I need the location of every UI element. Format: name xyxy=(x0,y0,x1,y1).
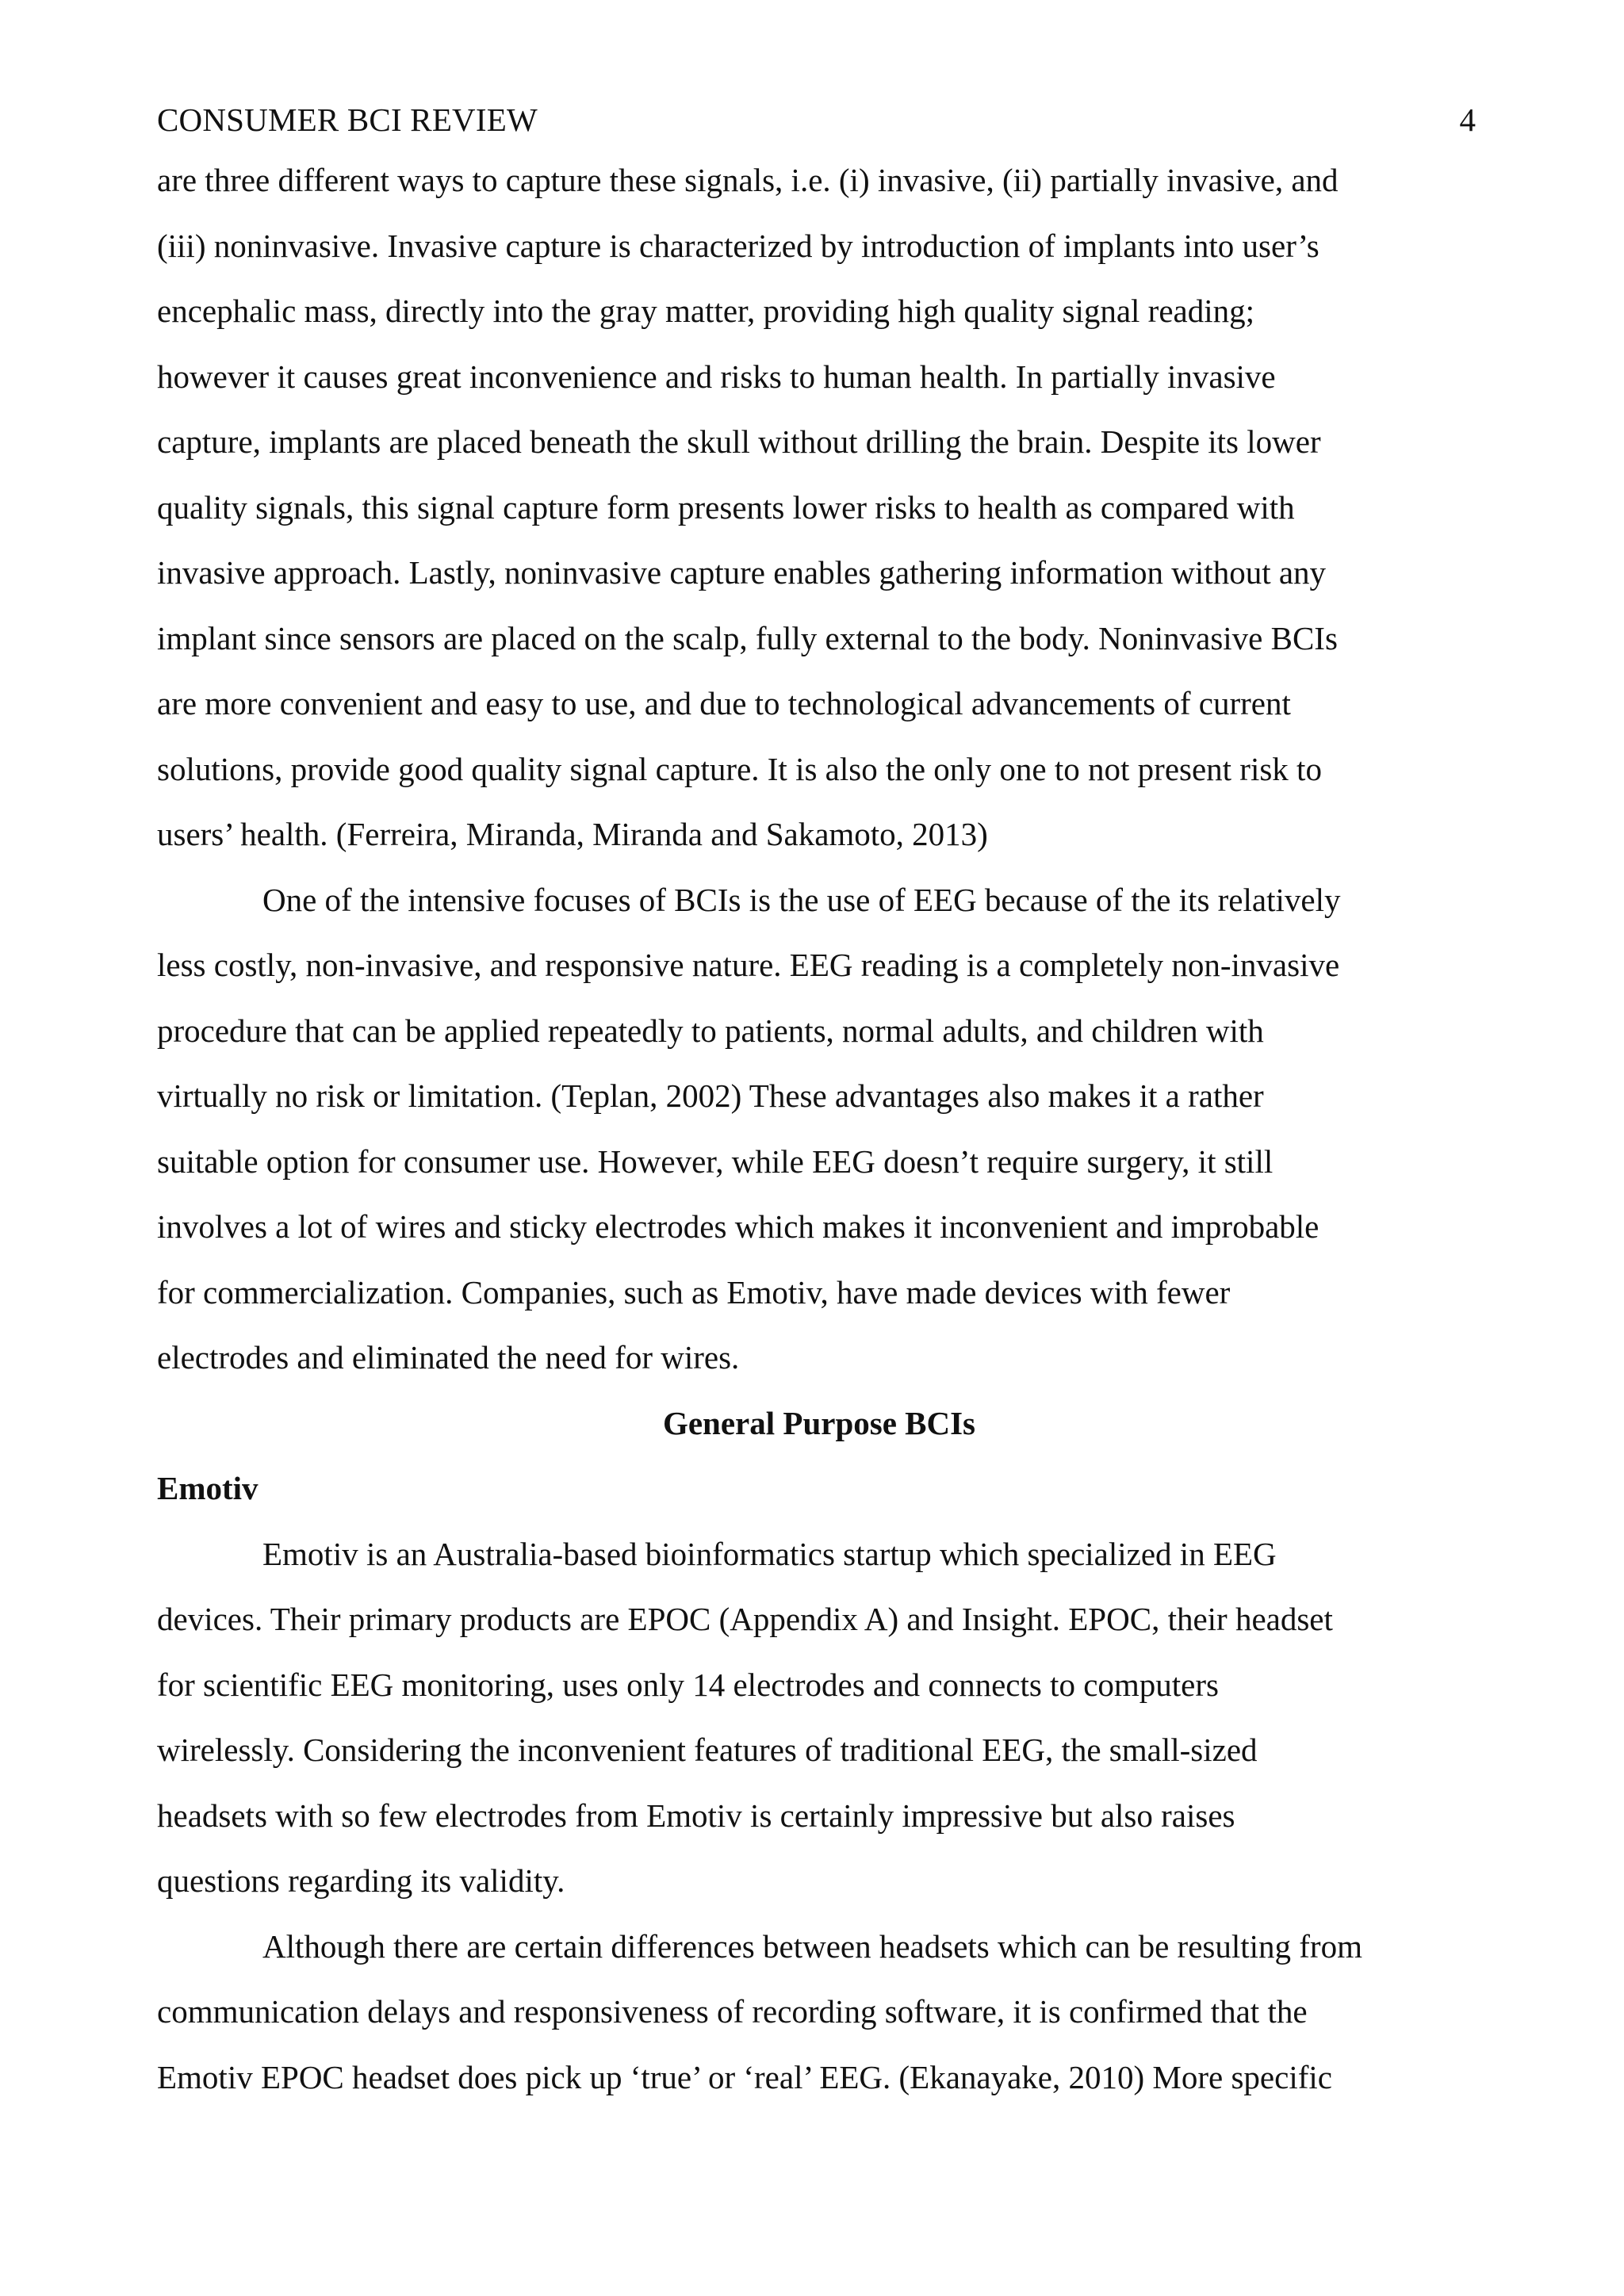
page-number: 4 xyxy=(1459,101,1476,138)
text-line: invasive approach. Lastly, noninvasive capture enables gathering information without any xyxy=(157,554,1327,591)
text-line: One of the intensive focuses of BCIs is the use of EEG because of the its relatively xyxy=(262,881,1341,918)
text-line: less costly, non-invasive, and responsive nature. EEG reading is a completely non-invasive xyxy=(157,947,1340,983)
text-line: encephalic mass, directly into the gray matter, providing high quality signal reading; xyxy=(157,293,1255,329)
paragraph-validity xyxy=(157,1914,1481,2110)
paragraph-continuation xyxy=(157,147,1481,867)
text-line: Although there are certain differences between headsets which can be resulting from xyxy=(262,1927,1362,1965)
text-line: however it causes great inconvenience and risks to human health. In partially invasive xyxy=(157,358,1276,395)
text-line: devices. Their primary products are EPOC (Appendix A) and Insight. EPOC, their headset xyxy=(157,1601,1333,1637)
text-line: virtually no risk or limitation. (Teplan, 2002) These advantages also makes it a rather xyxy=(157,1077,1264,1114)
text-line: Emotiv EPOC headset does pick up ‘true’ or ‘real’ EEG. (Ekanayake, 2010) More specific xyxy=(157,2058,1332,2095)
paragraph-eeg xyxy=(157,867,1481,1391)
text-line: implant since sensors are placed on the scalp, fully external to the body. Noninvasive BCIs xyxy=(157,619,1338,656)
sub-heading: Emotiv xyxy=(157,1470,259,1506)
text-line: headsets with so few electrodes from Emotiv is certainly impressive but also raises xyxy=(157,1797,1235,1834)
text-line: Emotiv is an Australia-based bioinformatics startup which specialized in EEG xyxy=(262,1535,1277,1572)
text-line: electrodes and eliminated the need for wires. xyxy=(157,1339,740,1376)
section-heading: General Purpose BCIs xyxy=(662,1404,976,1441)
text-line: (iii) noninvasive. Invasive capture is characterized by introduction of implants into user’s xyxy=(157,227,1320,264)
text-line: procedure that can be applied repeatedly to patients, normal adults, and children with xyxy=(157,1012,1264,1049)
text-line: are three different ways to capture these signals, i.e. (i) invasive, (ii) partially invasive, and xyxy=(157,162,1339,198)
text-line: for commercialization. Companies, such as Emotiv, have made devices with fewer xyxy=(157,1273,1231,1311)
text-line: questions regarding its validity. xyxy=(157,1862,565,1899)
text-line: suitable option for consumer use. However, while EEG doesn’t require surgery, it still xyxy=(157,1142,1274,1180)
text-line: communication delays and responsiveness of recording software, it is confirmed that the xyxy=(157,1993,1308,2030)
running-head: CONSUMER BCI REVIEW xyxy=(157,101,538,138)
text-line: for scientific EEG monitoring, uses only 14 electrodes and connects to computers xyxy=(157,1666,1219,1703)
text-line: solutions, provide good quality signal capture. It is also the only one to not present risk to xyxy=(157,750,1322,787)
text-line: wirelessly. Considering the inconvenient features of traditional EEG, the small-sized xyxy=(157,1732,1258,1768)
body-text xyxy=(157,147,1481,2110)
paragraph-emotiv xyxy=(157,1521,1481,1914)
text-line: involves a lot of wires and sticky electrodes which makes it inconvenient and improbable xyxy=(157,1208,1320,1245)
text-line: capture, implants are placed beneath the skull without drilling the brain. Despite its lower xyxy=(157,423,1321,460)
text-line: are more convenient and easy to use, and due to technological advancements of current xyxy=(157,685,1291,721)
text-line: users’ health. (Ferreira, Miranda, Miranda and Sakamoto, 2013) xyxy=(157,816,988,852)
text-line: quality signals, this signal capture form presents lower risks to health as compared with xyxy=(157,488,1295,526)
